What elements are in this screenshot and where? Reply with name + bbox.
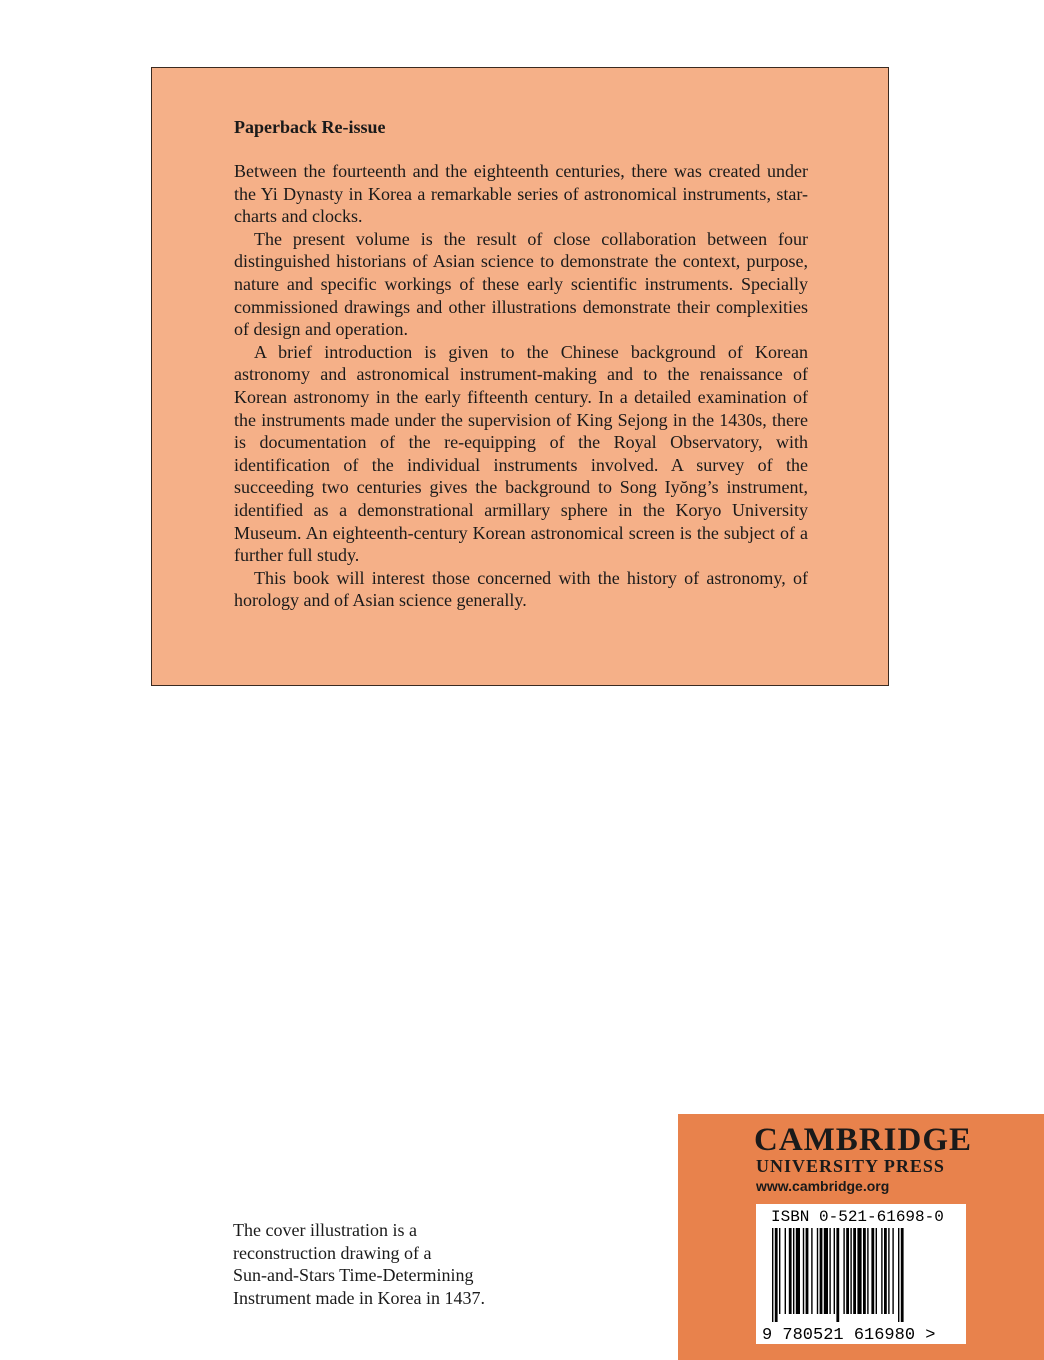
- blurb-paragraph: The present volume is the result of close collaboration between four distinguished historians of Asian science to demonstrate the context, purpose, nature and specific workings of these early scientific instruments. Specially commissioned drawings and other illustrations demonstrate their complexities of design and operation.: [234, 228, 808, 340]
- barcode-bar: [785, 1228, 786, 1314]
- isbn-label: ISBN 0-521-61698-0: [771, 1208, 944, 1226]
- caption-line: Sun-and-Stars Time-Determining: [233, 1265, 474, 1285]
- blurb-paragraph: A brief introduction is given to the Chinese background of Korean astronomy and astronomical instrument-making and to the renaissance of Korean astronomy in the early fifteenth century. In a detailed examination of the instruments made under the supervision of King Sejong in the 1430s, there is documentation of the re-equipping of the Royal Observatory, with identification of the individual instruments involved. A survey of the succeeding two centuries gives the background to Song Iyŏng’s instrument, identified as a demonstrational armillary sphere in the Koryo University Museum. An eighteenth-century Korean astronomical screen is the subject of a further full study.: [234, 341, 808, 566]
- barcode-bar: [836, 1228, 839, 1322]
- barcode-bar: [850, 1228, 851, 1314]
- publisher-subname: UNIVERSITY PRESS: [756, 1156, 945, 1176]
- barcode-bar: [863, 1228, 866, 1314]
- blurb-paragraph: Between the fourteenth and the eighteenth centuries, there was created under the Yi Dynasty in Korea a remarkable series of astronomical instruments, star-charts and clocks.: [234, 161, 808, 227]
- barcode-bar: [857, 1228, 861, 1314]
- barcode-digits: 9 780521 616980 >: [762, 1326, 936, 1344]
- cover-illustration-caption: [233, 1219, 563, 1309]
- barcode-bar: [811, 1228, 812, 1314]
- barcode-icon: [756, 1226, 966, 1344]
- barcode-bar: [901, 1228, 904, 1322]
- barcode-bar: [834, 1228, 835, 1314]
- barcode-bar: [796, 1228, 800, 1314]
- publisher-url: www.cambridge.org: [756, 1178, 890, 1194]
- barcode-bar: [892, 1228, 893, 1314]
- barcode-bar: [843, 1228, 844, 1314]
- barcode-bar: [853, 1228, 856, 1314]
- caption-line: The cover illustration is a: [233, 1220, 417, 1240]
- barcode-bar: [846, 1228, 849, 1314]
- barcode-bar: [803, 1228, 804, 1314]
- publisher-name: CAMBRIDGE: [754, 1122, 973, 1158]
- barcode-bar: [779, 1228, 780, 1314]
- barcode-bar: [867, 1228, 868, 1314]
- barcode-bar: [789, 1228, 792, 1314]
- barcode-bars: [772, 1228, 904, 1322]
- barcode-bar: [884, 1228, 887, 1314]
- blurb-content: [234, 116, 808, 612]
- blurb-paragraph: This book will interest those concerned with the history of astronomy, of horology and of Asian science generally.: [234, 567, 808, 611]
- barcode-bar: [817, 1228, 818, 1314]
- barcode-bar: [806, 1228, 809, 1314]
- barcode-bar: [888, 1228, 889, 1314]
- barcode-bar: [871, 1228, 874, 1314]
- barcode-box: [756, 1204, 966, 1344]
- barcode-bar: [775, 1228, 778, 1322]
- barcode-bar: [876, 1228, 877, 1314]
- caption-line: Instrument made in Korea in 1437.: [233, 1287, 485, 1308]
- barcode-bar: [829, 1228, 830, 1314]
- caption-line: reconstruction drawing of a: [233, 1242, 432, 1263]
- barcode-bar: [881, 1228, 882, 1314]
- blurb-panel: [151, 67, 889, 686]
- barcode-bar: [772, 1228, 773, 1322]
- barcode-bar: [793, 1228, 794, 1314]
- publisher-panel: [678, 1114, 1044, 1360]
- barcode-bar: [820, 1228, 823, 1314]
- blurb-heading: Paperback Re-issue: [234, 117, 386, 137]
- barcode-bar: [898, 1228, 899, 1322]
- barcode-bar: [824, 1228, 828, 1314]
